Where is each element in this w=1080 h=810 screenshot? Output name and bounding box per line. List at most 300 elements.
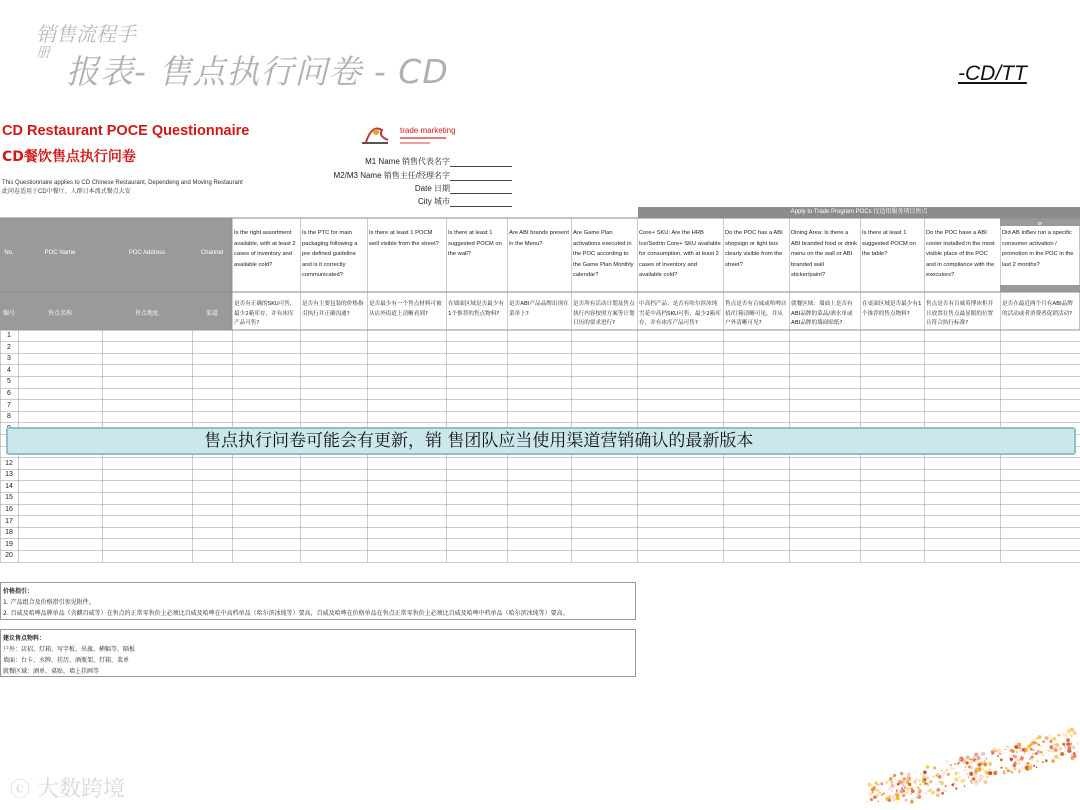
confetti-dot bbox=[1065, 754, 1066, 755]
confetti-dot bbox=[959, 772, 961, 774]
confetti-dot bbox=[1008, 746, 1010, 748]
confetti-dot bbox=[965, 761, 968, 764]
confetti-dot bbox=[982, 776, 984, 778]
confetti-dot bbox=[897, 783, 898, 784]
table-row[interactable] bbox=[18, 458, 1080, 470]
table-row[interactable] bbox=[18, 469, 1080, 481]
watermark-logo-icon: ⓒ bbox=[10, 777, 30, 801]
confetti-dot bbox=[931, 791, 934, 794]
confetti-dot bbox=[1060, 752, 1064, 756]
confetti-dot bbox=[948, 777, 950, 779]
confetti-dot bbox=[979, 778, 983, 782]
confetti-dot bbox=[1029, 758, 1031, 760]
confetti-dot bbox=[1011, 771, 1013, 773]
row-number: 5 bbox=[7, 378, 11, 386]
confetti-dot bbox=[991, 750, 995, 754]
confetti-dot bbox=[935, 783, 938, 786]
row-number: 20 bbox=[5, 552, 13, 560]
confetti-dot bbox=[1030, 748, 1033, 751]
confetti-dot bbox=[896, 793, 897, 794]
applies-note-en: This Questionnaire applies to CD Chinese Restaurant, Dependeng and Moving Restaurant bbox=[2, 180, 243, 186]
confetti-dot bbox=[906, 787, 909, 790]
question-header-en: Do the POC have a ABI cooler installed in the most visible place of the POC and in compliance with the executors? bbox=[926, 230, 995, 279]
pocm-suggestion-line: 户外：店招、灯箱、写字板、吊旗、横幅等、隔板 bbox=[3, 646, 136, 653]
confetti-dot bbox=[1066, 742, 1070, 746]
confetti-dot bbox=[892, 795, 895, 798]
confetti-dot bbox=[1038, 744, 1040, 746]
confetti-dot bbox=[894, 778, 897, 781]
confetti-dot bbox=[874, 788, 876, 790]
confetti-dot bbox=[1067, 731, 1070, 734]
question-header-en: Is there at least 1 POCM well visible from the street? bbox=[369, 230, 439, 247]
price-guideline-line: 1. 产品组合及价格指引参见附件。 bbox=[3, 599, 95, 606]
confetti-dot bbox=[1025, 740, 1027, 742]
confetti-dot bbox=[969, 761, 973, 765]
confetti-dot bbox=[940, 781, 944, 785]
row-number: 14 bbox=[5, 482, 13, 490]
confetti-dot bbox=[986, 758, 988, 760]
confetti-dot bbox=[1016, 743, 1018, 745]
confetti-dot bbox=[918, 787, 920, 789]
confetti-dot bbox=[969, 772, 973, 776]
table-row[interactable] bbox=[18, 550, 1080, 562]
confetti-dot bbox=[1009, 770, 1011, 772]
confetti-dot bbox=[1018, 746, 1021, 749]
confetti-dot bbox=[867, 801, 869, 803]
confetti-dot bbox=[1013, 767, 1015, 769]
table-row[interactable] bbox=[18, 330, 1080, 342]
confetti-dot bbox=[889, 777, 892, 780]
confetti-dot bbox=[918, 789, 922, 793]
confetti-dot bbox=[1061, 733, 1065, 737]
fixed-header-en: POC Address bbox=[128, 250, 166, 256]
fixed-header-cn: 渠道 bbox=[205, 311, 218, 317]
confetti-dot bbox=[975, 775, 978, 778]
confetti-dot bbox=[1049, 738, 1050, 739]
confetti-dot bbox=[900, 772, 904, 776]
row-number: 2 bbox=[7, 343, 11, 351]
confetti-dot bbox=[947, 773, 950, 776]
confetti-dot bbox=[989, 769, 990, 770]
question-header-en: Is the PTC for main packaging following a pre defined guideline and is it correctly communicated? bbox=[302, 230, 358, 279]
confetti-dot bbox=[971, 782, 973, 784]
row-number: 4 bbox=[7, 366, 11, 374]
confetti-dot bbox=[1045, 759, 1048, 762]
confetti-dot bbox=[1003, 771, 1004, 772]
confetti-dot bbox=[901, 777, 903, 779]
confetti-dot bbox=[873, 796, 876, 799]
confetti-dot bbox=[993, 771, 997, 775]
confetti-dot bbox=[896, 801, 900, 805]
confetti-dot bbox=[1076, 749, 1079, 752]
confetti-dot bbox=[910, 793, 912, 795]
confetti-dot bbox=[1028, 766, 1032, 770]
question-header-en: Is there at least 1 suggested POCM on the table? bbox=[862, 230, 916, 258]
confetti-dot bbox=[903, 789, 905, 791]
confetti-dot bbox=[1036, 738, 1037, 739]
row-number: 12 bbox=[5, 459, 13, 467]
confetti-dot bbox=[1019, 763, 1020, 764]
confetti-dot bbox=[867, 783, 871, 787]
confetti-dot bbox=[945, 785, 947, 787]
confetti-dot bbox=[1037, 735, 1041, 739]
question-header-cn: 是否有正确的SKU可售，最少2箱库存，并有冰库产品可售? bbox=[234, 301, 296, 326]
confetti-dot bbox=[924, 792, 926, 794]
confetti-dot bbox=[941, 774, 944, 777]
confetti-dot bbox=[885, 781, 889, 785]
confetti-dot bbox=[916, 779, 917, 780]
confetti-dot bbox=[1052, 744, 1056, 748]
abinbev-logo bbox=[358, 120, 468, 150]
confetti-dot bbox=[923, 771, 927, 775]
confetti-dot bbox=[1027, 762, 1029, 764]
confetti-dot bbox=[984, 760, 986, 762]
form-title-en: CD Restaurant POCE Questionnaire bbox=[2, 123, 250, 139]
fixed-header-cn: 编号 bbox=[2, 311, 15, 317]
notice-text: 售点执行问卷可能会有更新，销 售团队应当使用渠道营销确认的最新版本 bbox=[204, 431, 754, 451]
confetti-dot bbox=[881, 794, 883, 796]
confetti-dot bbox=[960, 777, 962, 779]
confetti-dot bbox=[957, 772, 959, 774]
confetti-dot bbox=[893, 794, 894, 795]
confetti-dot bbox=[919, 783, 921, 785]
table-row[interactable] bbox=[18, 539, 1080, 551]
confetti-dot bbox=[969, 759, 970, 760]
confetti-dot bbox=[1000, 758, 1003, 761]
confetti-dot bbox=[1041, 746, 1043, 748]
confetti-dot bbox=[1010, 749, 1013, 752]
confetti-dot bbox=[960, 779, 964, 783]
question-header-cn: 是否在最近两个月有ABI品牌的活动或者消费者促销活动? bbox=[1002, 301, 1073, 317]
confetti-dot bbox=[1049, 736, 1051, 738]
confetti-dot bbox=[936, 793, 940, 797]
question-header-cn: 在桌面区域是否最少有1个推荐的售点物料? bbox=[862, 301, 922, 317]
confetti-dot bbox=[953, 779, 957, 783]
confetti-dot bbox=[1034, 742, 1035, 743]
confetti-dot bbox=[950, 764, 952, 766]
confetti-dot bbox=[977, 763, 981, 767]
question-header-cn: 在墙面区域是否最少有1个推荐的售点物料? bbox=[448, 301, 504, 317]
confetti-dot bbox=[983, 780, 987, 784]
confetti-dot bbox=[946, 780, 948, 782]
confetti-dot bbox=[1014, 761, 1017, 764]
confetti-dot bbox=[904, 786, 906, 788]
field-m2-m3-name[interactable] bbox=[290, 170, 512, 181]
confetti-dot bbox=[1053, 737, 1057, 741]
confetti-dot bbox=[965, 766, 967, 768]
confetti-dot bbox=[1013, 765, 1015, 767]
confetti-dot bbox=[885, 797, 889, 801]
table-row[interactable] bbox=[18, 353, 1080, 365]
confetti-dot bbox=[1033, 765, 1035, 767]
price-guideline-title: 价格指引： bbox=[3, 588, 34, 595]
applies-note bbox=[2, 179, 243, 197]
confetti-dot bbox=[921, 798, 924, 801]
table-row[interactable] bbox=[18, 365, 1080, 377]
confetti-dot bbox=[906, 794, 907, 795]
row-number: 8 bbox=[7, 413, 11, 421]
fixed-header-en: POC Name bbox=[44, 250, 76, 256]
confetti-dot bbox=[1003, 751, 1006, 754]
question-header-en: Dining Area: Is there a ABI branded food or drink menu on the wall or ABI branded wall sticker/paint? bbox=[791, 230, 858, 279]
row-number: 13 bbox=[5, 471, 13, 479]
corner-tag: -CD/TT bbox=[958, 62, 1027, 85]
confetti-dot bbox=[1058, 734, 1061, 737]
question-header-en: Are Game Plan activations executed in the POC according to the Game Plan Monthly calendar? bbox=[573, 230, 634, 279]
confetti-dot bbox=[1064, 746, 1066, 748]
confetti-dot bbox=[964, 787, 965, 788]
question-header-cn: 售点是否有百威或哈啤店招/灯箱清晰可见，并从户外清晰可见? bbox=[725, 301, 787, 326]
row-number: 19 bbox=[5, 540, 13, 548]
field-line[interactable] bbox=[450, 172, 512, 181]
confetti-dot bbox=[970, 766, 973, 769]
confetti-dot bbox=[1016, 763, 1018, 765]
field-m1-name[interactable] bbox=[290, 156, 512, 167]
form-title-cn: CD餐饮售点执行问卷 bbox=[2, 149, 136, 165]
confetti-dot bbox=[903, 777, 906, 780]
table-row[interactable] bbox=[18, 376, 1080, 388]
table-row[interactable] bbox=[18, 388, 1080, 400]
confetti-dot bbox=[1051, 749, 1055, 753]
watermark-text: 大数跨境 bbox=[37, 777, 126, 802]
confetti-dot bbox=[973, 756, 975, 758]
confetti-dot bbox=[1070, 734, 1073, 737]
table-row[interactable] bbox=[18, 400, 1080, 412]
confetti-dot bbox=[1068, 746, 1072, 750]
field-line[interactable] bbox=[450, 158, 512, 167]
confetti-dot bbox=[911, 798, 913, 800]
confetti-dot bbox=[941, 792, 944, 795]
confetti-dot bbox=[920, 773, 922, 775]
confetti-dot bbox=[954, 763, 956, 765]
confetti-dot bbox=[881, 784, 882, 785]
confetti-dot bbox=[1047, 749, 1050, 752]
confetti-dot bbox=[1018, 771, 1020, 773]
confetti-dot bbox=[932, 776, 934, 778]
logo-text: trade marketing bbox=[400, 126, 456, 135]
confetti-dot bbox=[923, 778, 926, 781]
confetti-dot bbox=[1001, 751, 1002, 752]
confetti-dot bbox=[916, 786, 918, 788]
confetti-dot bbox=[994, 748, 996, 750]
confetti-dot bbox=[1073, 752, 1076, 755]
confetti-dot bbox=[1005, 767, 1008, 770]
confetti-dot bbox=[888, 780, 890, 782]
confetti-dot bbox=[886, 801, 888, 803]
confetti-dot bbox=[876, 794, 879, 797]
confetti-dot bbox=[979, 769, 981, 771]
confetti-dot bbox=[1007, 771, 1008, 772]
field-label: M1 Name 销售代表名字 bbox=[365, 157, 450, 166]
confetti-dot bbox=[905, 791, 909, 795]
confetti-dot bbox=[1058, 747, 1062, 751]
confetti-dot bbox=[946, 769, 948, 771]
question-header-cn: 是否最少有一个售点材料可被从店外街道上清晰看到? bbox=[369, 301, 442, 317]
confetti-dot bbox=[907, 776, 911, 780]
confetti-dot bbox=[1049, 735, 1050, 736]
confetti-dot bbox=[974, 781, 978, 785]
slide-title: 报表- 售点执行问卷 - CD bbox=[66, 52, 449, 91]
confetti-dot bbox=[1022, 750, 1023, 751]
confetti-dot bbox=[975, 772, 978, 775]
confetti-dot bbox=[944, 789, 947, 792]
applies-note-cn: 此问卷适用于CD中餐厅、人群日本流式餐点大发 bbox=[2, 189, 131, 195]
confetti-dot bbox=[966, 773, 968, 775]
table-row[interactable] bbox=[18, 516, 1080, 528]
field-line[interactable] bbox=[450, 185, 512, 194]
confetti-dot bbox=[970, 780, 971, 781]
confetti-dot bbox=[968, 777, 969, 778]
fixed-header-cn: 售点地址 bbox=[134, 311, 159, 317]
table-row[interactable] bbox=[18, 342, 1080, 354]
confetti-dot bbox=[1076, 742, 1079, 745]
confetti-dot bbox=[1005, 749, 1006, 750]
question-header-en: Are ABI brands present in the Menu? bbox=[509, 230, 569, 247]
question-header-en: Core+ SKU: Are the HRB Ice/Sedrin Core+ SKU available for consumption, with at least 2 cases of inventory and available cold? bbox=[639, 230, 721, 279]
confetti-dot bbox=[1073, 731, 1076, 734]
confetti-dot bbox=[985, 765, 987, 767]
confetti-dot bbox=[904, 799, 907, 802]
confetti-dot bbox=[888, 785, 889, 786]
confetti-dot bbox=[997, 755, 999, 757]
logo-mark-icon bbox=[362, 129, 388, 145]
confetti-dot bbox=[907, 773, 910, 776]
confetti-dot bbox=[941, 770, 943, 772]
confetti-dot bbox=[1070, 728, 1074, 732]
pocm-suggestion-box bbox=[0, 629, 636, 677]
table-row[interactable] bbox=[18, 504, 1080, 516]
confetti-dot bbox=[955, 787, 958, 790]
confetti-dot bbox=[1072, 746, 1076, 750]
watermark bbox=[10, 772, 125, 803]
confetti-dot bbox=[892, 777, 893, 778]
fixed-header-en: No. bbox=[4, 250, 14, 256]
confetti-dot bbox=[1042, 740, 1045, 743]
question-header-cn: 是否有主要包装的价格指引执行并正确沟通? bbox=[302, 301, 364, 317]
confetti-dot bbox=[1054, 749, 1057, 752]
confetti-dot bbox=[953, 786, 955, 788]
confetti-dot bbox=[892, 789, 893, 790]
table-row[interactable] bbox=[18, 481, 1080, 493]
confetti-dot bbox=[1015, 751, 1017, 753]
confetti-dot bbox=[889, 788, 891, 790]
confetti-dot bbox=[1006, 746, 1008, 748]
confetti-dot bbox=[913, 780, 917, 784]
question-header-en: Do the POC has a ABI shopsign or light box clearly visible from the street? bbox=[725, 230, 783, 268]
confetti-dot bbox=[933, 766, 936, 769]
confetti-dot bbox=[964, 785, 966, 787]
question-header-en: Did AB InBev run a specific consumer activation / promotion in the POC in the last 2 months? bbox=[1002, 230, 1074, 268]
confetti-dot bbox=[997, 749, 1001, 753]
confetti-dot bbox=[988, 762, 992, 766]
question-header-en: Is there at least 1 suggested POCM on the wall? bbox=[448, 230, 502, 258]
confetti-dot bbox=[1065, 734, 1068, 737]
confetti-dot bbox=[961, 759, 963, 761]
confetti-dot bbox=[1035, 742, 1038, 745]
confetti-dot bbox=[1059, 759, 1060, 760]
table-row[interactable] bbox=[18, 527, 1080, 539]
confetti-dot bbox=[869, 792, 873, 796]
confetti-dot bbox=[979, 781, 980, 782]
confetti-dot bbox=[950, 767, 953, 770]
confetti-dot bbox=[883, 793, 885, 795]
confetti-dot bbox=[1068, 739, 1070, 741]
question-header-cn: 就餐区域：墙面上是否有ABI品牌的菜品/酒水单或ABI品牌的墙面贴纸? bbox=[791, 301, 853, 326]
confetti-dot bbox=[954, 768, 956, 770]
confetti-dot bbox=[972, 777, 976, 781]
confetti-dot bbox=[1042, 761, 1044, 763]
row-number: 1 bbox=[7, 332, 11, 339]
confetti-dot bbox=[982, 768, 984, 770]
confetti-dot bbox=[935, 773, 939, 777]
manual-label: 销售流程手 bbox=[36, 22, 136, 46]
confetti-dot bbox=[959, 776, 960, 777]
confetti-dot bbox=[1031, 756, 1034, 759]
row-number: 3 bbox=[7, 355, 11, 363]
confetti-dot bbox=[926, 765, 929, 768]
confetti-dot bbox=[1000, 767, 1002, 769]
confetti-dot bbox=[925, 782, 927, 784]
price-guideline-line: 2. 百威及哈啤品牌单品（含麒百威等）在售点的正常零售价上必须比百威及哈啤在中高档单品（哈尔滨冰纯等）要高，百威及哈啤在价格单品在售点正常零售价上必须比百威及哈啤中档单品（哈尔滨冰纯等）要高。 bbox=[3, 610, 569, 617]
confetti-dot bbox=[914, 771, 916, 773]
fixed-header-en: Channel bbox=[200, 250, 224, 256]
manual-label-cont: 册 bbox=[36, 45, 50, 61]
confetti-decoration bbox=[860, 720, 1080, 805]
confetti-dot bbox=[931, 788, 933, 790]
extra-header-mark: or bbox=[1037, 221, 1043, 227]
confetti-dot bbox=[1037, 750, 1041, 754]
confetti-dot bbox=[984, 762, 985, 763]
confetti-dot bbox=[880, 798, 882, 800]
confetti-dot bbox=[922, 774, 926, 778]
confetti-dot bbox=[899, 780, 901, 782]
question-header-cn: 售点是否有百威英博冰柜并且放置在售点最显眼的位置且符合执行标准? bbox=[926, 301, 994, 326]
confetti-dot bbox=[955, 784, 956, 785]
table-row[interactable] bbox=[18, 411, 1080, 423]
confetti-dot bbox=[891, 790, 892, 791]
confetti-dot bbox=[953, 783, 955, 785]
confetti-dot bbox=[890, 780, 892, 782]
confetti-dot bbox=[1021, 766, 1025, 770]
confetti-dot bbox=[896, 780, 898, 782]
confetti-dot bbox=[895, 784, 897, 786]
table-row[interactable] bbox=[18, 492, 1080, 504]
confetti-dot bbox=[1040, 751, 1043, 754]
confetti-dot bbox=[902, 794, 905, 797]
confetti-dot bbox=[981, 752, 985, 756]
confetti-dot bbox=[991, 754, 994, 757]
confetti-dot bbox=[893, 774, 896, 777]
confetti-dot bbox=[1024, 753, 1026, 755]
confetti-dot bbox=[877, 800, 879, 802]
confetti-dot bbox=[1021, 756, 1024, 759]
confetti-dot bbox=[1021, 755, 1022, 756]
price-guideline-box bbox=[0, 582, 636, 620]
confetti-dot bbox=[1010, 758, 1013, 761]
confetti-dot bbox=[964, 769, 968, 773]
confetti-dot bbox=[975, 767, 977, 769]
pocm-suggestion-line: 就餐区域：酒单、桌贴、墙上挂画等 bbox=[3, 668, 100, 675]
confetti-dot bbox=[1004, 772, 1006, 774]
confetti-dot bbox=[1036, 760, 1039, 763]
row-number: 17 bbox=[5, 517, 13, 525]
field-label: Date 日期 bbox=[414, 184, 450, 193]
confetti-dot bbox=[1071, 752, 1073, 754]
confetti-dot bbox=[890, 784, 894, 788]
field-date[interactable] bbox=[290, 183, 512, 194]
confetti-dot bbox=[1024, 748, 1028, 752]
confetti-dot bbox=[926, 777, 929, 780]
